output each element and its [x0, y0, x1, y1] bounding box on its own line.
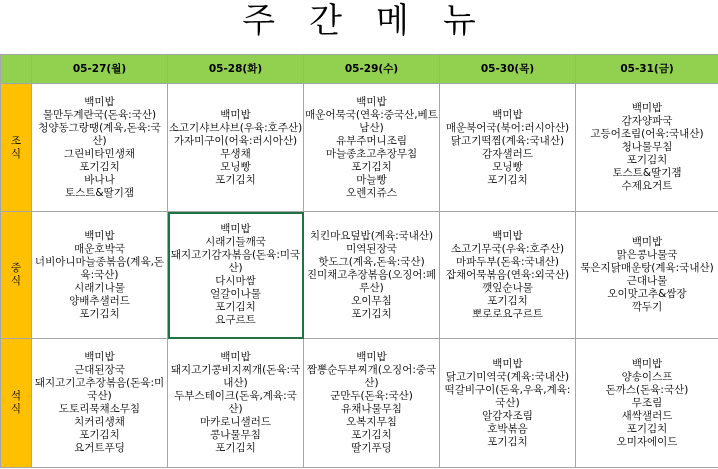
menu-item: 떡갈비구이(돈육,우육,계육:국산) — [444, 383, 571, 409]
menu-item: 포기김치 — [215, 442, 256, 454]
menu-item: 물만두계란국(돈육:국산) — [42, 108, 157, 121]
menu-item: 토스트&딸기잼 — [64, 186, 135, 199]
menu-item: 요거트푸딩 — [74, 442, 125, 454]
menu-item: 포기김치 — [626, 422, 668, 435]
menu-item: 시래기나물 — [74, 281, 125, 294]
menu-item: 두부스테이크(돈육,계육:국산) — [174, 390, 297, 415]
menu-item: 얼갈이나물 — [210, 288, 261, 300]
menu-item: 포기김치 — [79, 307, 120, 320]
menu-item: 백미밥 — [220, 108, 251, 121]
menu-item: 무생채 — [220, 147, 251, 160]
menu-cell[interactable] — [168, 212, 304, 339]
menu-item: 청양동그랑땡(계육,돈육:국산) — [38, 121, 161, 147]
meal-label-char: 식 — [10, 275, 22, 287]
menu-item: 유채나물무침 — [341, 403, 402, 415]
day-header[interactable]: 05-29(수) — [304, 55, 440, 84]
menu-item: 너비아니마늘종볶음(계육,돈육:국산) — [34, 255, 165, 281]
menu-item: 토스트&딸기잼 — [612, 167, 682, 179]
menu-item: 닭고기떡찜(계육:국내산) — [450, 134, 565, 147]
breakfast-row — [1, 84, 718, 212]
menu-item: 백미밥 — [84, 229, 115, 242]
meal-label-char: 식 — [10, 403, 22, 415]
menu-item: 포기김치 — [79, 160, 120, 173]
menu-cell[interactable] — [576, 84, 718, 212]
menu-item: 맑은콩나물국 — [616, 249, 678, 261]
menu-item: 콩나물무침 — [210, 429, 261, 441]
menu-item: 백미밥 — [84, 95, 115, 108]
menu-item: 백미밥 — [220, 351, 251, 363]
menu-item: 감자샐러드 — [482, 147, 533, 160]
menu-item: 깍두기 — [631, 301, 663, 313]
menu-item: 묵은지닭매운탕(계육:국내산) — [580, 262, 714, 274]
menu-item: 매운호박국 — [74, 242, 125, 255]
menu-item: 양송이스프 — [621, 370, 673, 383]
menu-item: 치킨마요덮밥(계육:국내산) — [309, 229, 434, 242]
menu-cell[interactable] — [304, 84, 440, 212]
meal-label-char: 조 — [10, 134, 22, 147]
menu-cell[interactable] — [168, 339, 304, 468]
menu-item: 청나물무침 — [621, 141, 673, 153]
menu-item: 백미밥 — [356, 351, 387, 363]
menu-item: 포기김치 — [215, 301, 256, 313]
menu-item: 백미밥 — [492, 108, 523, 121]
menu-item: 포기김치 — [487, 173, 528, 186]
day-header-row — [1, 55, 718, 84]
menu-item: 마늘종초고추장무침 — [325, 147, 418, 160]
menu-item: 오미자에이드 — [616, 435, 678, 448]
menu-item: 포기김치 — [487, 294, 528, 307]
menu-item: 양배추샐러드 — [69, 294, 130, 307]
menu-item: 진미채고추장볶음(오징어:페루산) — [306, 268, 437, 294]
page-title: 주간메뉴 — [242, 1, 510, 41]
menu-cell[interactable] — [576, 339, 718, 468]
menu-item: 잡채어묵볶음(연육:외국산) — [445, 268, 570, 281]
menu-item: 매운북어국(북어:러시아산) — [445, 121, 570, 134]
menu-item: 포기김치 — [215, 173, 256, 186]
weekly-menu-table — [0, 54, 718, 468]
day-header[interactable]: 05-31(금) — [576, 55, 718, 84]
menu-item: 포기김치 — [79, 429, 120, 441]
menu-item: 호박볶음 — [487, 422, 528, 435]
menu-item: 포기김치 — [626, 154, 668, 166]
menu-item: 오렌지쥬스 — [346, 186, 397, 199]
menu-cell[interactable] — [32, 212, 168, 339]
menu-item: 깻잎순나물 — [482, 281, 533, 294]
menu-item: 소고기무국(우육:호주산) — [450, 242, 565, 255]
menu-item: 오복지무침 — [346, 416, 397, 428]
menu-item: 포기김치 — [351, 307, 392, 320]
menu-item: 오이무침 — [351, 294, 392, 307]
lunch-row — [1, 212, 718, 339]
menu-item: 치커리생채 — [74, 416, 125, 428]
menu-item: 근대된장국 — [74, 364, 125, 376]
meal-label-char: 중 — [10, 262, 22, 274]
menu-item: 모닝빵 — [220, 160, 251, 173]
menu-item: 유부주머니조림 — [335, 134, 407, 147]
menu-cell[interactable] — [440, 339, 576, 468]
menu-item: 군만두(돈육:국산) — [330, 390, 413, 402]
menu-item: 마파두부(돈육:국내산) — [455, 255, 560, 268]
day-header[interactable]: 05-30(목) — [440, 55, 576, 84]
menu-item: 마늘빵 — [356, 173, 387, 186]
menu-item: 돼지고기감자볶음(돈육:미국산) — [170, 249, 301, 274]
menu-item: 돈까스(돈육:국산) — [605, 383, 689, 396]
menu-item: 백미밥 — [492, 229, 523, 242]
menu-item: 포기김치 — [351, 429, 392, 441]
menu-item: 포기김치 — [487, 435, 528, 448]
menu-item: 근대나물 — [626, 275, 668, 287]
menu-cell[interactable] — [304, 339, 440, 468]
menu-item: 백미밥 — [631, 102, 663, 114]
corner-cell[interactable] — [1, 55, 32, 84]
menu-item: 미역된장국 — [346, 242, 397, 255]
menu-item: 마카로니샐러드 — [199, 416, 271, 428]
day-header[interactable]: 05-28(화) — [168, 55, 304, 84]
dinner-row — [1, 339, 718, 468]
menu-cell[interactable] — [304, 212, 440, 339]
meal-label-cell[interactable] — [1, 84, 32, 212]
menu-item: 닭고기미역국(계육:국내산) — [445, 370, 570, 383]
menu-cell[interactable] — [32, 84, 168, 212]
menu-item: 돼지고기콩비지찌개(돈육:국내산) — [170, 364, 301, 389]
menu-item: 포기김치 — [351, 160, 392, 173]
menu-cell[interactable] — [32, 339, 168, 468]
menu-item: 짬뽕순두부찌개(오징어:중국산) — [306, 364, 437, 389]
menu-item: 뽀로로요구르트 — [471, 307, 543, 320]
menu-item: 백미밥 — [356, 95, 387, 108]
menu-item: 모닝빵 — [492, 160, 523, 173]
menu-item: 요구르트 — [215, 314, 256, 326]
menu-item: 새싹샐러드 — [621, 409, 673, 422]
menu-item: 수제요거트 — [621, 180, 673, 192]
menu-item: 돼지고기고추장볶음(돈육:미국산) — [34, 377, 165, 402]
menu-item: 백미밥 — [631, 357, 663, 370]
menu-item: 알감자조림 — [482, 409, 533, 422]
menu-item: 매운어묵국(연육:중국산,베트남산) — [305, 108, 438, 134]
menu-item: 고등어조림(어육:국내산) — [590, 128, 704, 140]
meal-label-cell[interactable] — [1, 212, 32, 339]
menu-item: 감자양파국 — [621, 115, 673, 127]
menu-item: 무조림 — [631, 396, 663, 409]
menu-item: 딸기푸딩 — [351, 442, 392, 454]
menu-item: 바나나 — [84, 173, 115, 186]
menu-item: 백미밥 — [220, 223, 251, 235]
menu-cell[interactable] — [168, 84, 304, 212]
menu-item: 시래기들깨국 — [205, 236, 266, 248]
meal-label-cell[interactable] — [1, 339, 32, 468]
menu-cell[interactable] — [576, 212, 718, 339]
menu-item: 다시마쌈 — [215, 275, 256, 287]
menu-item: 오이맛고추&쌈장 — [607, 288, 687, 300]
menu-cell[interactable] — [440, 84, 576, 212]
day-header[interactable]: 05-27(월) — [32, 55, 168, 84]
menu-item: 백미밥 — [492, 357, 523, 370]
menu-item: 백미밥 — [84, 351, 115, 363]
menu-item: 핫도그(계육,돈육:국산) — [318, 255, 425, 268]
menu-item: 그린비타민생채 — [63, 147, 135, 160]
menu-item: 도토리묵채소무침 — [58, 403, 141, 415]
menu-cell[interactable] — [440, 212, 576, 339]
menu-item: 소고기샤브샤브(우육:호주산) — [168, 121, 303, 134]
menu-item: 가자미구이(어육:러시아산) — [173, 134, 298, 147]
menu-item: 백미밥 — [631, 236, 663, 248]
meal-label-char: 식 — [10, 147, 22, 160]
meal-label-char: 석 — [10, 390, 22, 402]
